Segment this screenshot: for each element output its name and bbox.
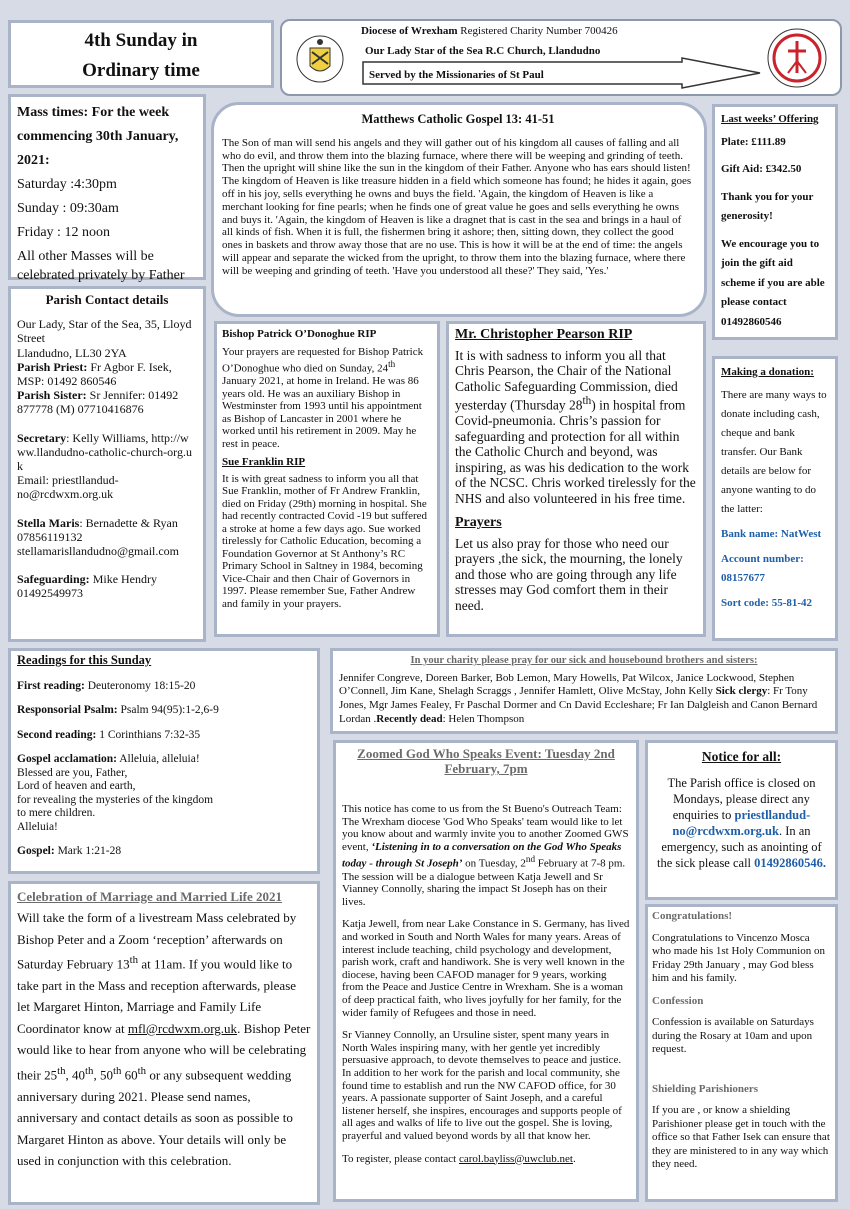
contact-email[interactable]: Email: priestllandud-no@rcdwxm.org.uk bbox=[17, 473, 119, 502]
prayer-list-panel bbox=[330, 648, 838, 734]
gospel-reading bbox=[17, 845, 311, 859]
second-reading-text: 1 Corinthians 7:32-35 bbox=[96, 728, 201, 741]
acclamation-line: to mere children. bbox=[17, 807, 96, 819]
acclamation-line: Alleluia! bbox=[17, 820, 58, 833]
zoom-event-panel bbox=[333, 740, 639, 1202]
offering-heading: Last weeks’ Offering bbox=[721, 113, 819, 125]
contact-priest bbox=[17, 360, 197, 388]
congratulations-panel bbox=[645, 904, 838, 1202]
bishop-heading: Bishop Patrick O’Donoghue RIP bbox=[222, 328, 377, 340]
safeguarding-details: Mike Hendry 01492549973 bbox=[17, 572, 158, 601]
first-reading bbox=[17, 680, 311, 694]
gospel-reading-label: Gospel: bbox=[17, 845, 55, 857]
donation-text: There are many ways to donate including cash, cheque and bank transfer. Our Bank details are below for anyone wanting to do the latter: bbox=[721, 389, 827, 515]
register-text-end: . bbox=[573, 1152, 576, 1165]
contact-address: Our Lady, Star of the Sea, 35, Lloyd Street bbox=[17, 317, 192, 346]
notice-panel bbox=[645, 740, 838, 900]
bishop-text-part: January 2021, at home in Ireland. He was 86 years old. He was an auxiliary Bishop in Westminster from 1993 until his appointment as Bishop of Lancaster in 2001 where he worked until his retirement in 2009. May he rest in peace. bbox=[222, 375, 422, 450]
sister-details: Sr Jennifer: 01492 877778 (M) 07710416876 bbox=[17, 388, 179, 417]
served-by: Served by the Missionaries of St Paul bbox=[369, 69, 544, 81]
contact-sister bbox=[17, 388, 197, 416]
zoom-text: This notice has come to us from the St Bueno's Outreach Team: The Wrexham diocese 'God Who Speaks' team would like to let you know about and warmly invite you to another Zoomed GWS event, bbox=[342, 803, 629, 853]
acclamation-line: Lord of heaven and earth, bbox=[17, 780, 136, 792]
gospel-reading-text: Mark 1:21-28 bbox=[54, 845, 122, 857]
marriage-text bbox=[17, 907, 311, 1172]
priest-details: Fr Agbor F. Isek, MSP: 01492 860546 bbox=[17, 359, 172, 389]
mass-saturday: Saturday :4:30pm bbox=[17, 177, 117, 192]
donation-heading: Making a donation: bbox=[721, 366, 814, 378]
bank-name: Bank name: NatWest bbox=[721, 528, 822, 540]
marriage-sup: th bbox=[112, 1064, 122, 1077]
congrats-text: Congratulations to Vincenzo Mosca who made his 1st Holy Communion on Friday 29th January , may God bless him and his family. bbox=[652, 931, 825, 984]
contact-stella-maris bbox=[17, 516, 197, 559]
marriage-text-part: 60 bbox=[121, 1067, 138, 1083]
stella-label: Stella Maris bbox=[17, 515, 80, 530]
mass-sunday: Sunday : 09:30am bbox=[17, 201, 119, 216]
offering-thanks: Thank you for your generosity! bbox=[721, 190, 814, 222]
secretary-label: Secretary bbox=[17, 430, 67, 445]
bishop-rip-panel bbox=[214, 321, 440, 637]
marriage-text-part: or any subsequent wedding anniversary during 2021. Please send names, anniversary and contact details as soon as possible to Margaret Hinton as above. Your details will only be used in conjunction with this celebration. bbox=[17, 1067, 293, 1169]
pearson-rip-panel bbox=[446, 321, 706, 637]
parish-contact-panel bbox=[8, 286, 206, 642]
second-reading bbox=[17, 729, 311, 743]
parish-header bbox=[280, 19, 842, 96]
bishop-text-sup: th bbox=[388, 359, 396, 369]
gospel-acclamation bbox=[17, 753, 311, 767]
stella-details: : Bernadette & Ryan 07856119132 stellamarisllandudno@gmail.com bbox=[17, 515, 180, 559]
title-line-2: Ordinary time bbox=[82, 60, 200, 81]
pearson-heading: Mr. Christopher Pearson RIP bbox=[455, 327, 633, 342]
first-reading-label: First reading: bbox=[17, 679, 85, 692]
notice-phone: 01492860546. bbox=[754, 856, 827, 870]
gift-aid-encouragement: We encourage you to join the gift aid scheme if you are able please contact 01492860546 bbox=[721, 237, 825, 328]
congrats-heading: Congratulations! bbox=[652, 910, 733, 922]
register-text: To register, please contact bbox=[342, 1152, 459, 1165]
gospel-heading: Matthews Catholic Gospel 13: 41-51 bbox=[361, 112, 555, 126]
zoom-paragraph-1 bbox=[342, 803, 630, 908]
zoom-event-title: ‘Listening in to a conversation on the God Who Speaks today - through St Joseph’ bbox=[342, 840, 622, 871]
mass-note: All other Masses will be celebrated privately by Father bbox=[17, 249, 185, 283]
recently-dead-names: : Helen Thompson bbox=[442, 712, 525, 725]
marriage-sup: th bbox=[85, 1064, 94, 1077]
readings-panel bbox=[8, 648, 320, 874]
gospel-panel bbox=[211, 102, 707, 317]
sort-code: Sort code: 55-81-42 bbox=[721, 597, 813, 609]
zoom-text-sup: nd bbox=[525, 854, 536, 865]
prayer-list-text bbox=[339, 672, 829, 727]
sue-heading: Sue Franklin RIP bbox=[222, 456, 306, 469]
marriage-sup: th bbox=[129, 954, 139, 966]
marriage-heading: Celebration of Marriage and Married Life 2021 bbox=[17, 889, 282, 904]
pearson-text-part: It is with sadness to inform you all that Chris Pearson, the Chair of the National Catholic Safeguarding Commission, died yesterday (Thursday 28 bbox=[455, 347, 678, 413]
notice-email-link[interactable]: priestllandud-no@rcdwxm.org.uk bbox=[672, 808, 811, 838]
psalm-text: Psalm 94(95):1-2,6-9 bbox=[117, 704, 219, 716]
priest-label: Parish Priest: bbox=[17, 359, 88, 374]
diocese-name: Diocese of Wrexham bbox=[361, 25, 458, 37]
marriage-text-part: . Bishop Peter would like to hear from anyone who will be celebrating their 25 bbox=[17, 1020, 311, 1083]
sick-clergy-label: Sick clergy bbox=[715, 685, 768, 698]
zoom-paragraph-2: Katja Jewell, from near Lake Constance in S. Germany, has lived and worked in South and North Wales for many years. Areas of interest include teaching, child psychology and development, parish work, craft and handiwork. She is very well known in the diocese, having been CAFOD manager for 9 years, working from the Peace and Justice Centre in Wrexham. She is a woman of deep practical faith, who lives joyfully for her family, for the wider family of Refugees and those in need. bbox=[342, 918, 630, 1019]
zoom-paragraph-3: Sr Vianney Connolly, an Ursuline sister, spent many years in North Wales inspiring many, with her gentle yet incredibly persuasive approach, to devote themselves to peace and justice. In addition to her work for the parish and local community, she found time to establish and run the NW CAFOD office, for 30 years. A passionate supporter of Saint Joseph, and a careful listener herself, she inspires, encourages and supports people of all ages and walks of life to live out the gospel. She is loving, prayerful and valued beyond words by all that know her. bbox=[342, 1029, 622, 1142]
psalm-label: Responsorial Psalm: bbox=[17, 704, 118, 716]
contact-secretary bbox=[17, 431, 197, 474]
missionaries-seal-icon bbox=[766, 27, 828, 89]
shielding-heading: Shielding Parishioners bbox=[652, 1082, 759, 1095]
bishop-text bbox=[222, 346, 432, 451]
register-email-link[interactable]: carol.bayliss@uwclub.net bbox=[459, 1152, 573, 1165]
marriage-email-link[interactable]: mfl@rcdwxm.org.uk bbox=[127, 1020, 238, 1036]
mass-friday: Friday : 12 noon bbox=[17, 225, 110, 240]
contact-safeguarding bbox=[17, 572, 197, 600]
church-name: Our Lady Star of the Sea R.C Church, Llandudno bbox=[365, 45, 601, 57]
notice-text-part: . In an emergency, such as anointing of the sick please call bbox=[656, 824, 822, 870]
offering-gift-aid: Gift Aid: £342.50 bbox=[721, 163, 802, 175]
sue-text: It is with great sadness to inform you all that Sue Franklin, mother of Fr Andrew Franklin, died on Friday (29th) morning in hospital. She had recently contracted Covid -19 but suffered a stroke at home a few days ago. Sue worked tirelessly for Catholic Education, becoming a Foundation Governor at St Anthony’s RC Primary School in Saltney in 1984, becoming Vice-Chair and then Chair of Governors in 1997. Please remember Sue, Father Andrew and family in your prayers. bbox=[222, 472, 428, 610]
offering-plate: Plate: £111.89 bbox=[721, 135, 786, 148]
prayers-text: Let us also pray for those who need our prayers ,the sick, the mourning, the lonely and those who are going through any life stresses may God comfort them in their need. bbox=[455, 535, 683, 613]
charity-number: Registered Charity Number 700426 bbox=[457, 25, 618, 37]
gospel-text: The Son of man will send his angels and they will gather out of his kingdom all causes of falling and all who do evil, and throw them into the blazing furnace, where there will be weeping and grinding of teeth. Then the upright will shine like the sun in the kingdom of their Father. Anyone who has ears should listen! The kingdom of Heaven is like treasure hidden in a field which someone has found; he hides it again, goes off in his joy, sells everything he owns and buys the field. 'Again, the kingdom of Heaven is like a merchant looking for fine pearls; when he finds one of great value he goes and sells everything he owns and buys it. 'Again, the kingdom of Heaven is like a dragnet that is cast in the sea and brings in a haul of all kinds of fish. When it is full, the fishermen bring it ashore; then, sitting down, they collect the good ones in baskets and throw away those that are no use. This is how it will be at the end of time: the angels will appear and separate the wicked from the upright, to throw them into the blazing furnace, where there will be weeping and grinding of teeth. 'Have you understood all these?' They said, 'Yes.' bbox=[222, 136, 692, 277]
notice-heading: Notice for all: bbox=[701, 749, 782, 764]
notice-text-part: The Parish office is closed on Mondays, please direct any enquiries to bbox=[667, 776, 816, 822]
marriage-sup: th bbox=[137, 1064, 147, 1077]
recently-dead-label: Recently dead bbox=[376, 712, 443, 725]
marriage-text-part: , 40 bbox=[65, 1067, 86, 1083]
acclamation-text: Alleluia, alleluia! bbox=[116, 753, 200, 765]
marriage-sup: th bbox=[57, 1064, 66, 1077]
marriage-celebration-panel bbox=[8, 881, 320, 1205]
pearson-text bbox=[455, 348, 697, 507]
zoom-heading: Zoomed God Who Speaks Event: Tuesday 2nd February, 7pm bbox=[357, 746, 615, 776]
readings-heading: Readings for this Sunday bbox=[17, 653, 152, 667]
diocese-crest-icon bbox=[295, 26, 345, 92]
marriage-text-part: Will take the form of a livestream Mass celebrated by Bishop Peter and a Zoom ‘reception’ afterwards on Saturday February 13 bbox=[17, 910, 297, 972]
prayers-heading: Prayers bbox=[455, 515, 502, 530]
offering-panel bbox=[712, 104, 838, 340]
secretary-details: : Kelly Williams, http://www.llandudno-catholic-church-org.uk bbox=[17, 430, 192, 474]
account-number: Account number: 08157677 bbox=[721, 553, 804, 584]
donation-panel bbox=[712, 356, 838, 641]
acclamation-label: Gospel acclamation: bbox=[17, 753, 117, 765]
bishop-text-part: Your prayers are requested for Bishop Patrick O’Donoghue who died on Sunday, 24 bbox=[222, 345, 424, 375]
prayer-list-heading: In your charity please pray for our sick and housebound brothers and sisters: bbox=[410, 655, 758, 666]
contact-heading: Parish Contact details bbox=[45, 292, 169, 307]
sick-clergy-names: : Fr Tony Jones, Mgr James Fealey, Fr Paschal Dormer and Cn David Eccleshare; Fr Ian Dalgleish and Canon Bernard Lordan . bbox=[339, 685, 818, 725]
sick-names: Jennifer Congreve, Doreen Barker, Bob Lemon, Mary Howells, Pat Wilcox, Janice Lockwood, Stephen O’Connell, Jim Kane, Shelagh Scraggs , Jennifer Hamlett, Olive McStay, John Kelly bbox=[339, 671, 795, 698]
responsorial-psalm bbox=[17, 704, 311, 718]
marriage-text-part: at 11am. If you would like to take part in the Mass and reception afterwards, please let Margaret Hinton, Marriage and Family Life Coordinator know at bbox=[17, 956, 297, 1036]
acclamation-line: Blessed are you, Father, bbox=[17, 766, 128, 779]
zoom-register bbox=[342, 1153, 630, 1166]
pearson-text-part: ) in hospital from Covid-pneumonia. Chris’s passion for safeguarding and protection for all within the Catholic Church and beyond, was inspiring, as was his dedication to the work of the NCSC. Chris worked tirelessly for the NHS and also volunteered in his free time. bbox=[455, 397, 696, 506]
safeguarding-label: Safeguarding: bbox=[17, 572, 90, 587]
charity-line bbox=[361, 25, 618, 37]
contact-town: Llandudno, LL30 2YA bbox=[17, 345, 127, 360]
confession-text: Confession is available on Saturdays during the Rosary at 10am and upon request. bbox=[652, 1016, 814, 1055]
sister-label: Parish Sister: bbox=[17, 388, 87, 403]
bulletin-title bbox=[8, 20, 274, 88]
acclamation-line: for revealing the mysteries of the kingdom bbox=[17, 793, 214, 806]
confession-heading: Confession bbox=[652, 994, 704, 1007]
zoom-text: on Tuesday, 2 bbox=[462, 858, 526, 871]
notice-text bbox=[656, 775, 827, 871]
second-reading-label: Second reading: bbox=[17, 728, 97, 741]
marriage-text-part: , 50 bbox=[93, 1067, 113, 1083]
mass-times-heading: Mass times: For the week commencing 30th January, 2021: bbox=[17, 105, 179, 168]
pearson-text-sup: th bbox=[582, 395, 592, 407]
first-reading-text: Deuteronomy 18:15-20 bbox=[84, 679, 196, 692]
zoom-text: February at 7-8 pm. The session will be a dialogue between Katja Jewell and Sr Vianney Connolly, sharing the impact St Joseph has on their lives. bbox=[342, 858, 626, 908]
shielding-text: If you are , or know a shielding Parishioner please get in touch with the office so that Father Isek can ensure that they are ministered to in any way which they need. bbox=[652, 1104, 830, 1170]
mass-times-panel bbox=[8, 94, 206, 283]
title-line-1: 4th Sunday in bbox=[84, 30, 198, 51]
